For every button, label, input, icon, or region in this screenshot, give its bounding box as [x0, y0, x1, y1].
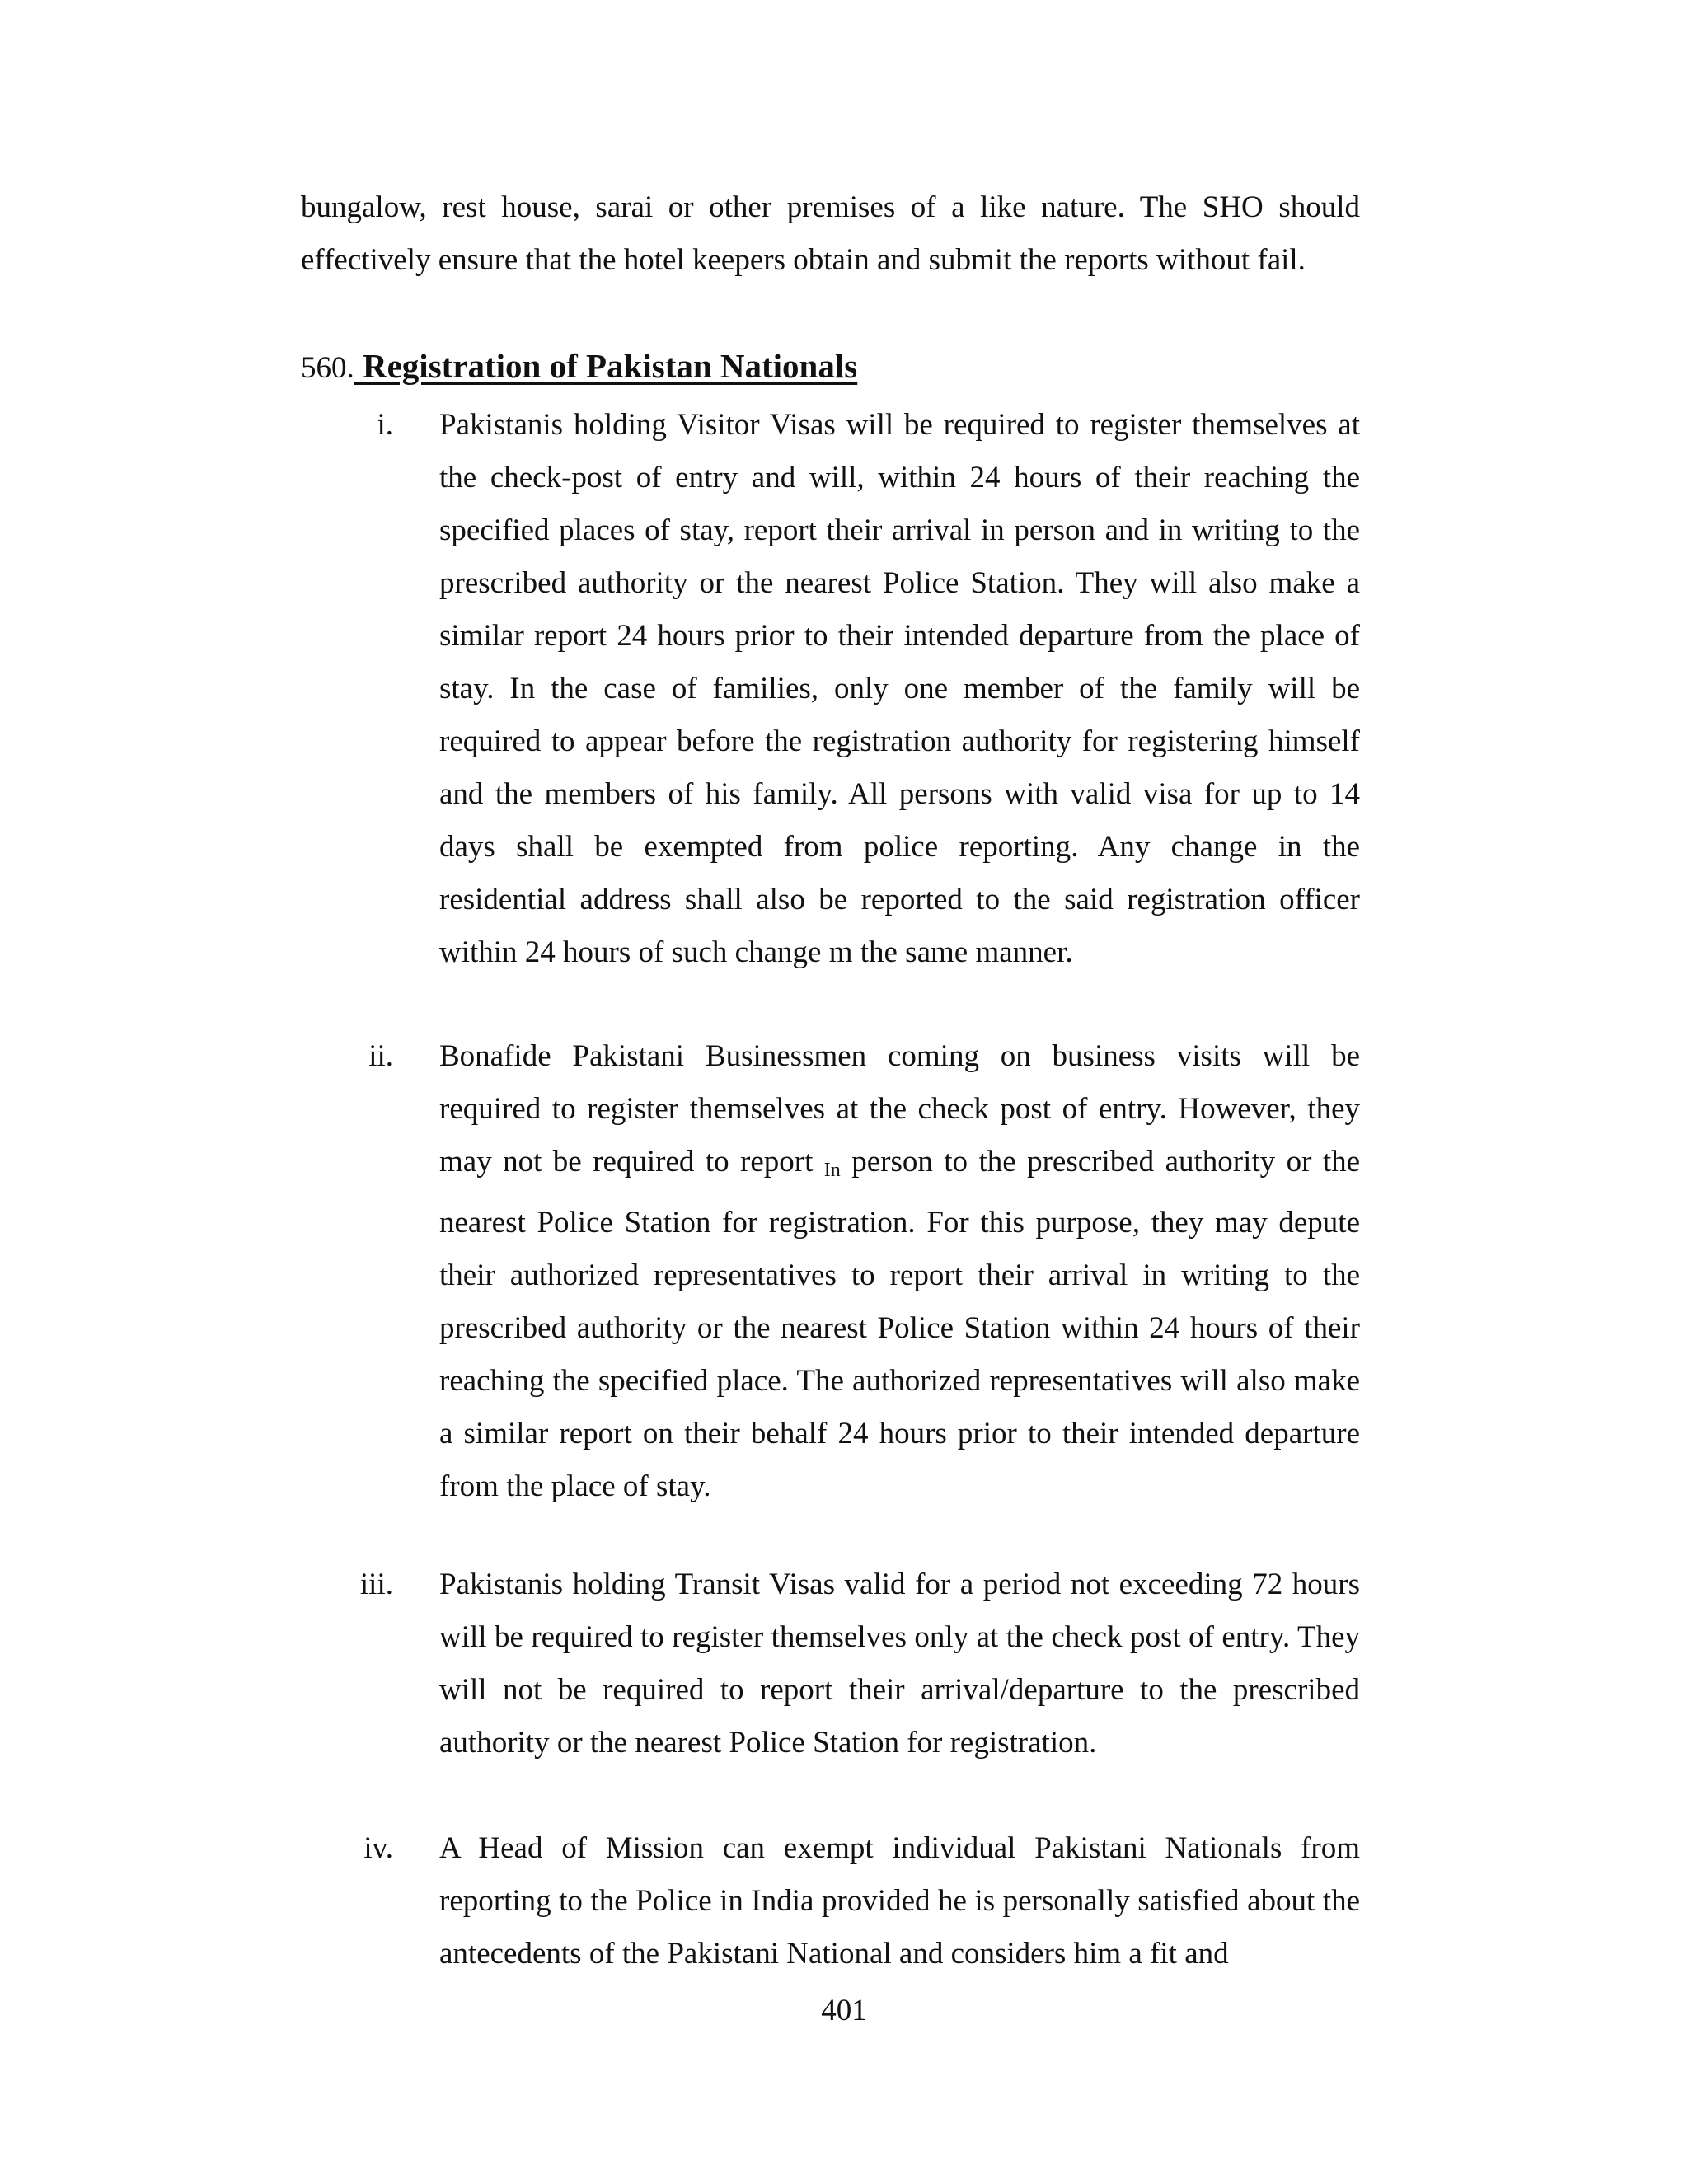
list-item-marker: iv. — [363, 1831, 393, 1865]
page-number: 401 — [821, 1994, 867, 2027]
intro-paragraph: bungalow, rest house, sarai or other premises of a like nature. The SHO should effectively ensure that the hotel keepers obtain and submit the reports without fail. — [301, 190, 1360, 277]
list-item-marker: i. — [377, 408, 393, 442]
list-item-iv — [301, 1822, 1360, 1980]
section-heading — [301, 340, 857, 395]
list-item-ii — [301, 1030, 1360, 1513]
list-item-i — [301, 399, 1360, 979]
list-item-text-part: Bonafide Pakistani Businessmen coming on business visits will be required to register themselves at the check post of entry. However, they may not be required to report — [439, 1039, 1360, 1179]
list-item-text: A Head of Mission can exempt individual Pakistani Nationals from reporting to the Police in India provided he is personally satisfied about the antecedents of the Pakistani National and considers him a fit and — [439, 1831, 1360, 1971]
list-item-marker: iii. — [359, 1568, 393, 1601]
list-item-iii — [301, 1558, 1360, 1769]
list-item-text-part: person to the prescribed authority or the nearest Police Station for registration. For this purpose, they may depute their authorized representatives to report their arrival in writing to the prescribed authority or the nearest Police Station within 24 hours of their reaching the specified place. The authorized representatives will also make a similar report on their behalf 24 hours prior to their intended departure from the place of stay. — [439, 1145, 1361, 1503]
small-in-text: In — [823, 1160, 841, 1181]
list-item-text — [439, 1030, 1360, 1513]
list-item-text: Pakistanis holding Visitor Visas will be required to register themselves at the check-post of entry and will, within 24 hours of their reaching the specified places of stay, report their arrival in person and in writing to the prescribed authority or the nearest Police Station. They will also make a similar report 24 hours prior to their intended departure from the place of stay. In the case of families, only one member of the family will be required to appear before the registration authority for registering himself and the members of his family. All persons with valid visa for up to 14 days shall be exempted from police reporting. Any change in the residential address shall also be reported to the said registration officer within 24 hours of such change m the same manner. — [439, 408, 1360, 969]
section-title: Registration of Pakistan Nationals — [363, 347, 858, 385]
list-item-text: Pakistanis holding Transit Visas valid for a period not exceeding 72 hours will be required to register themselves only at the check post of entry. They will not be required to report their arrival/departure to the prescribed authority or the nearest Police Station for registration. — [439, 1568, 1360, 1760]
section-number: 560. — [301, 351, 354, 385]
list-item-marker: ii. — [368, 1039, 393, 1073]
